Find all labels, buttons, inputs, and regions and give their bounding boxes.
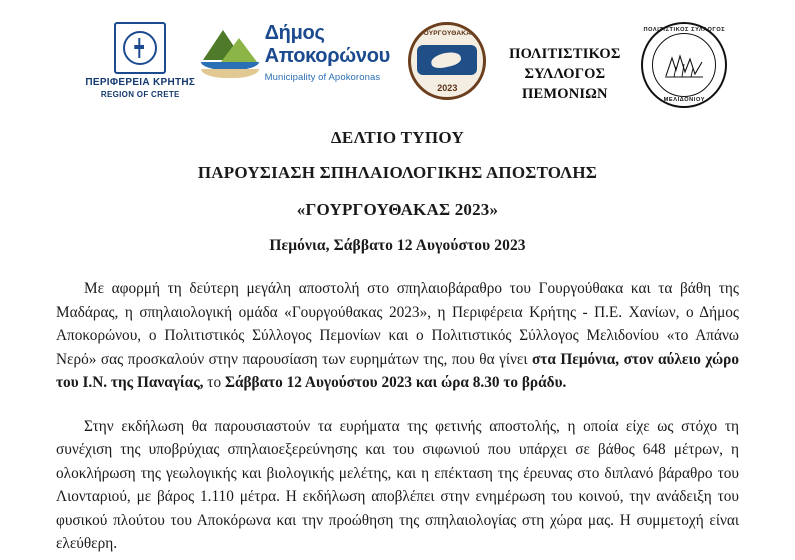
pemonion-label-line2: ΣΥΛΛΟΓΟΣ	[524, 66, 606, 82]
melidoni-cave-glyph-icon	[662, 50, 706, 80]
logo-region-of-crete	[82, 22, 199, 100]
region-of-crete-label-gr: ΠΕΡΙΦΕΡΕΙΑ ΚΡΗΤΗΣ	[85, 77, 196, 88]
paragraph-1-text-2: το	[203, 374, 225, 391]
logo-cultural-association-pemonion	[492, 22, 638, 104]
mission-name: «ΓΟΥΡΓΟΥΘΑΚΑΣ 2023»	[296, 200, 499, 219]
apokoronas-label-line1: Δήμος	[264, 22, 325, 44]
gourgouthakas-badge-icon	[408, 22, 486, 100]
logo-cultural-association-melidoni	[638, 22, 731, 108]
melidoni-stamp-top-text: ΠΟΛΙΤΙΣΤΙΚΟΣ ΣΥΛΛΟΓΟΣ	[643, 27, 726, 33]
place-and-date: Πεμόνια, Σάββατο 12 Αυγούστου 2023	[269, 237, 526, 254]
body-text	[56, 277, 739, 556]
paragraph-1-bold-datetime: Σάββατο 12 Αυγούστου 2023 και ώρα 8.30 το βράδυ	[224, 374, 563, 391]
pemonion-label-line1: ΠΟΛΙΤΙΣΤΙΚΟΣ	[509, 46, 621, 62]
paragraph-1-text-3: .	[562, 374, 567, 391]
region-of-crete-icon	[114, 22, 166, 74]
melidoni-stamp-icon	[641, 22, 727, 108]
logo-header	[56, 18, 739, 114]
title-block	[56, 128, 739, 255]
apokoronas-label-en: Municipality of Apokoronas	[264, 72, 381, 83]
logo-municipality-of-apokoronas	[199, 22, 403, 83]
press-release-subject: ΠΑΡΟΥΣΙΑΣΗ ΣΠΗΛΑΙΟΛΟΓΙΚΗΣ ΑΠΟΣΤΟΛΗΣ	[197, 163, 598, 182]
apokoronas-hills-sea-icon	[199, 24, 261, 80]
melidoni-stamp-bottom-text: ΜΕΛΙΔΟΝΙΟΥ	[663, 97, 706, 103]
gourgouthakas-badge-top-label: ΓΟΥΡΓΟΥΘΑΚΑΣ	[419, 30, 476, 37]
paragraph-1-bold-venue: στα Πεμόνια, στον αύλειο χώρο του Ι.Ν. της Παναγίας,	[56, 350, 740, 391]
paragraph-details: Στην εκδήλωση θα παρουσιαστούν τα ευρήματα της φετινής αποστολής, η οποία είχε ως στόχο τη συνέχιση της υποβρύχιας σπηλαιοεξερεύνησης και του σιφωνιού που υπάρχει σε βάθος 648 μέτρων, η ολοκλήρωση της γεωλογικής και βιολογικής μελέτης, και η επέκταση της έρευνας στο διπλανό βάραθρο του Λιονταριού, με βάρος 1.110 μέτρα. Η εκδήλωση αποβλέπει στην ενημέρωση του κοινού, την ανάδειξη του φυσικού πλούτου του Αποκόρωνα και την προώθηση της σπηλαιολογίας στη χώρα μας. Η συμμετοχή είναι ελεύθερη.	[56, 417, 739, 552]
paragraph-1-text-1: Με αφορμή τη δεύτερη μεγάλη αποστολή στο σπηλαιοβάραθρο του Γουργούθακα και τα βάθη της Μαδάρας, η σπηλαιολογική ομάδα «Γουργούθακας 2023», η Περιφέρεια Κρήτης - Π.Ε. Χανίων, ο Δήμος Αποκορώνου, ο Πολιτιστικός Σύλλογος Πεμονίων και ο Πολιτιστικός Σύλλογος Μελιδονίου «το Απάνω Νερό» σας προσκαλούν στην παρουσίαση των ευρημάτων της, που θα γίνει	[56, 280, 739, 368]
pemonion-label-line3: ΠΕΜΟΝΙΩΝ	[522, 86, 608, 102]
region-of-crete-label-en: REGION OF CRETE	[100, 90, 180, 99]
paragraph-invitation	[56, 277, 739, 395]
press-release-title: ΔΕΛΤΙΟ ΤΥΠΟΥ	[330, 128, 465, 147]
logo-gourgouthakas-2023	[403, 22, 492, 100]
apokoronas-label-line2: Αποκορώνου	[264, 45, 390, 67]
gourgouthakas-badge-year: 2023	[437, 83, 458, 93]
